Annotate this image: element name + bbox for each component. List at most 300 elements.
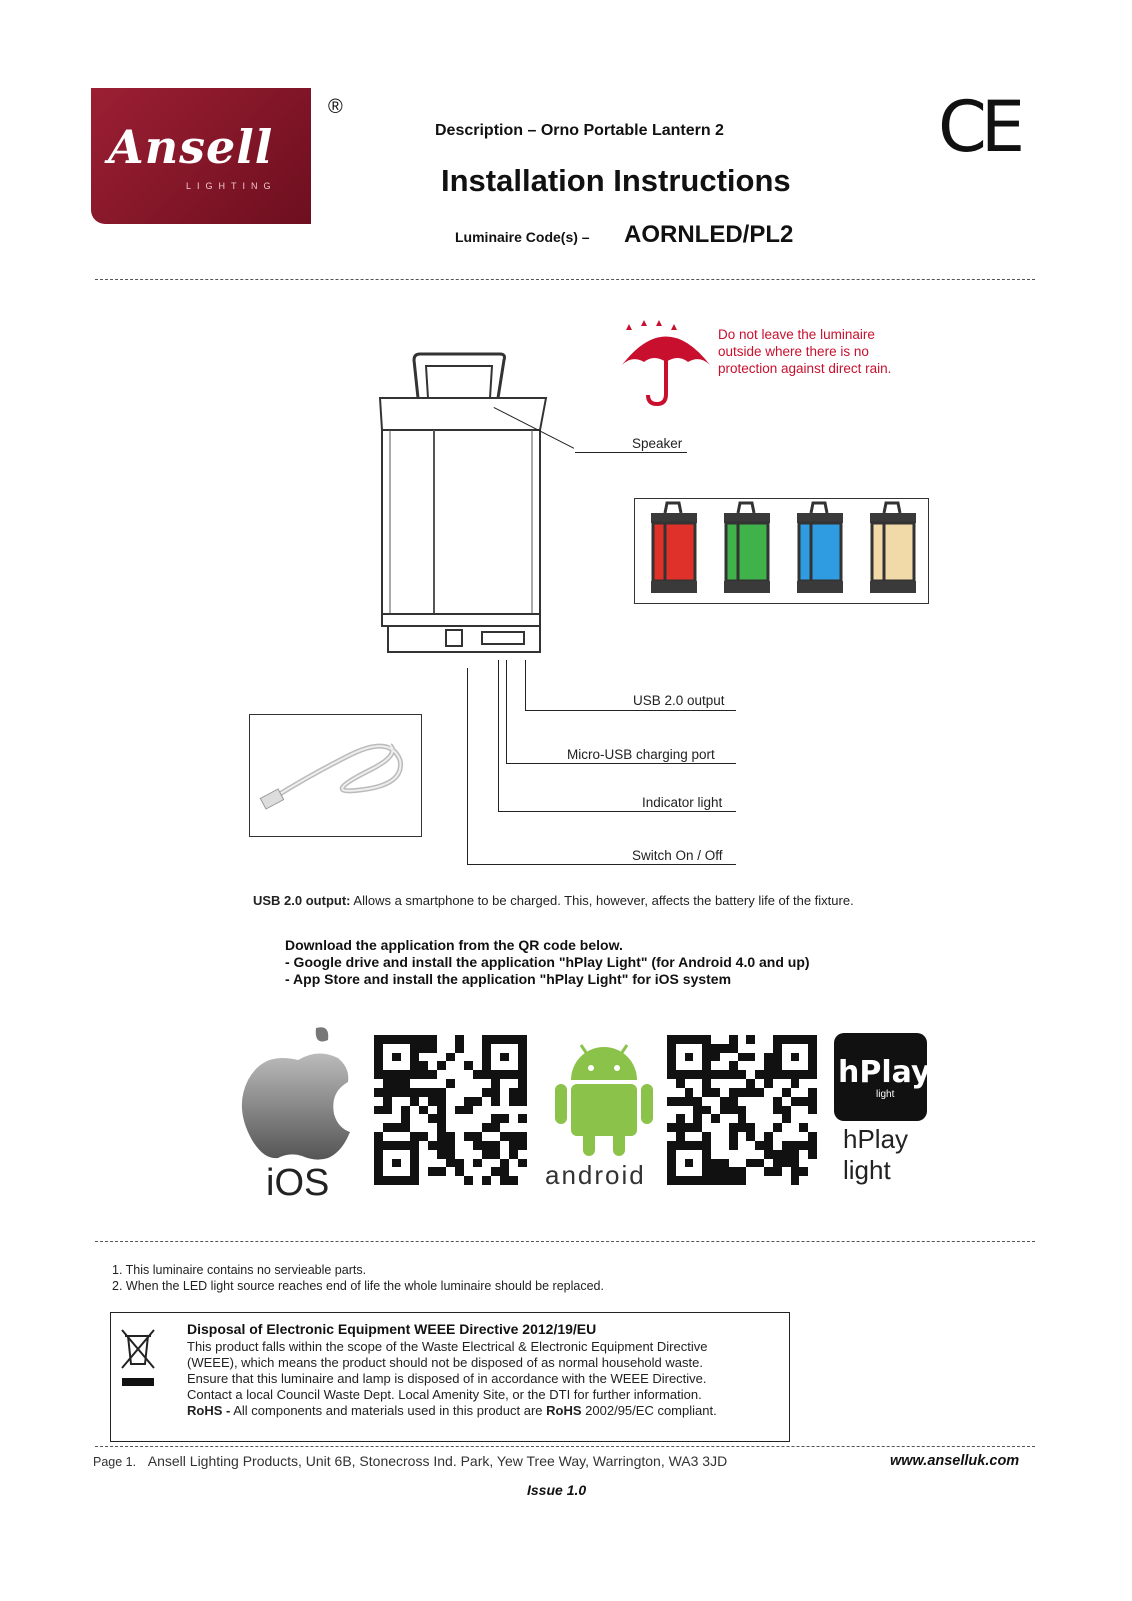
android-label: android xyxy=(545,1160,646,1190)
qr-module xyxy=(676,1150,685,1159)
qr-module xyxy=(383,1053,392,1062)
qr-module xyxy=(518,1088,527,1097)
rohs-text: All components and materials used in this product are xyxy=(233,1403,543,1418)
qr-module xyxy=(518,1132,527,1141)
qr-module xyxy=(693,1035,702,1044)
qr-module xyxy=(392,1159,401,1168)
qr-module xyxy=(500,1079,509,1088)
qr-module xyxy=(437,1150,446,1159)
qr-module xyxy=(410,1088,419,1097)
qr-module xyxy=(808,1150,817,1159)
qr-module xyxy=(464,1167,473,1176)
qr-module xyxy=(676,1159,685,1168)
download-instructions xyxy=(285,937,810,988)
qr-module xyxy=(799,1035,808,1044)
qr-module xyxy=(773,1061,782,1070)
qr-module xyxy=(455,1088,464,1097)
qr-module xyxy=(491,1079,500,1088)
lantern-illustration xyxy=(370,350,580,680)
qr-module xyxy=(773,1176,782,1185)
qr-module xyxy=(446,1141,455,1150)
qr-module xyxy=(746,1079,755,1088)
qr-module xyxy=(509,1167,518,1176)
qr-module xyxy=(509,1079,518,1088)
qr-module xyxy=(764,1114,773,1123)
qr-module xyxy=(791,1053,800,1062)
qr-module xyxy=(410,1044,419,1053)
qr-module xyxy=(491,1176,500,1185)
qr-module xyxy=(518,1106,527,1115)
ios-qr-code[interactable] xyxy=(374,1035,527,1185)
qr-module xyxy=(482,1141,491,1150)
rain-warning-line: outside where there is no xyxy=(718,344,869,359)
qr-module xyxy=(437,1044,446,1053)
qr-module xyxy=(401,1167,410,1176)
qr-module xyxy=(419,1061,428,1070)
qr-module xyxy=(685,1176,694,1185)
qr-module xyxy=(711,1141,720,1150)
qr-module xyxy=(720,1176,729,1185)
qr-module xyxy=(437,1097,446,1106)
lantern-variant xyxy=(651,503,697,593)
qr-module xyxy=(782,1114,791,1123)
rain-warning-line: protection against direct rain. xyxy=(718,361,892,376)
qr-module xyxy=(808,1079,817,1088)
qr-module xyxy=(755,1097,764,1106)
qr-module xyxy=(791,1150,800,1159)
qr-module xyxy=(491,1088,500,1097)
qr-module xyxy=(729,1106,738,1115)
qr-module xyxy=(446,1079,455,1088)
qr-module xyxy=(791,1088,800,1097)
qr-module xyxy=(676,1167,685,1176)
qr-module xyxy=(755,1053,764,1062)
qr-module xyxy=(738,1088,747,1097)
qr-module xyxy=(782,1167,791,1176)
qr-module xyxy=(702,1167,711,1176)
qr-module xyxy=(791,1070,800,1079)
qr-module xyxy=(782,1070,791,1079)
qr-module xyxy=(667,1097,676,1106)
qr-module xyxy=(799,1167,808,1176)
rohs-bold: RoHS - xyxy=(187,1403,231,1418)
qr-module xyxy=(437,1123,446,1132)
qr-module xyxy=(473,1114,482,1123)
qr-module xyxy=(518,1079,527,1088)
qr-module xyxy=(799,1079,808,1088)
qr-module xyxy=(383,1132,392,1141)
qr-module xyxy=(773,1114,782,1123)
qr-module xyxy=(799,1044,808,1053)
qr-module xyxy=(464,1035,473,1044)
qr-module xyxy=(482,1159,491,1168)
qr-module xyxy=(799,1141,808,1150)
qr-module xyxy=(473,1123,482,1132)
qr-module xyxy=(685,1123,694,1132)
qr-module xyxy=(782,1132,791,1141)
qr-module xyxy=(685,1097,694,1106)
qr-module xyxy=(676,1141,685,1150)
qr-module xyxy=(410,1176,419,1185)
qr-module xyxy=(685,1159,694,1168)
qr-module xyxy=(410,1114,419,1123)
android-qr-code[interactable] xyxy=(667,1035,817,1185)
qr-module xyxy=(509,1044,518,1053)
qr-module xyxy=(676,1070,685,1079)
qr-module xyxy=(482,1044,491,1053)
qr-module xyxy=(676,1106,685,1115)
qr-module xyxy=(791,1079,800,1088)
qr-module xyxy=(392,1132,401,1141)
qr-module xyxy=(455,1044,464,1053)
qr-module xyxy=(428,1053,437,1062)
qr-module xyxy=(428,1088,437,1097)
qr-module xyxy=(764,1141,773,1150)
qr-module xyxy=(437,1167,446,1176)
qr-module xyxy=(711,1159,720,1168)
apple-icon xyxy=(238,1020,358,1160)
qr-module xyxy=(473,1061,482,1070)
qr-module xyxy=(401,1176,410,1185)
qr-module xyxy=(446,1176,455,1185)
qr-module xyxy=(667,1061,676,1070)
qr-module xyxy=(419,1035,428,1044)
qr-module xyxy=(464,1053,473,1062)
qr-module xyxy=(410,1106,419,1115)
qr-module xyxy=(702,1176,711,1185)
speaker-label: Speaker xyxy=(632,436,683,451)
qr-module xyxy=(729,1141,738,1150)
qr-module xyxy=(500,1123,509,1132)
qr-module xyxy=(711,1150,720,1159)
qr-module xyxy=(410,1061,419,1070)
qr-module xyxy=(676,1114,685,1123)
qr-module xyxy=(428,1159,437,1168)
qr-module xyxy=(808,1053,817,1062)
qr-module xyxy=(782,1035,791,1044)
qr-module xyxy=(729,1167,738,1176)
qr-module xyxy=(782,1176,791,1185)
qr-module xyxy=(473,1159,482,1168)
qr-module xyxy=(746,1132,755,1141)
qr-module xyxy=(383,1114,392,1123)
qr-module xyxy=(764,1176,773,1185)
qr-module xyxy=(518,1035,527,1044)
qr-module xyxy=(446,1097,455,1106)
qr-module xyxy=(738,1141,747,1150)
qr-module xyxy=(782,1061,791,1070)
qr-module xyxy=(693,1141,702,1150)
qr-module xyxy=(764,1150,773,1159)
qr-module xyxy=(437,1141,446,1150)
qr-module xyxy=(808,1123,817,1132)
codes-value: AORNLED/PL2 xyxy=(624,221,794,248)
qr-module xyxy=(685,1061,694,1070)
qr-module xyxy=(455,1097,464,1106)
qr-module xyxy=(455,1035,464,1044)
qr-module xyxy=(799,1123,808,1132)
qr-module xyxy=(500,1061,509,1070)
qr-module xyxy=(482,1035,491,1044)
qr-module xyxy=(491,1044,500,1053)
qr-module xyxy=(509,1088,518,1097)
qr-module xyxy=(482,1167,491,1176)
qr-module xyxy=(702,1159,711,1168)
qr-module xyxy=(410,1167,419,1176)
qr-module xyxy=(685,1132,694,1141)
qr-module xyxy=(791,1035,800,1044)
qr-module xyxy=(383,1106,392,1115)
qr-module xyxy=(729,1044,738,1053)
qr-module xyxy=(419,1141,428,1150)
qr-module xyxy=(410,1159,419,1168)
qr-module xyxy=(500,1167,509,1176)
qr-module xyxy=(746,1167,755,1176)
qr-module xyxy=(711,1114,720,1123)
qr-module xyxy=(410,1141,419,1150)
footer-address xyxy=(93,1453,727,1469)
qr-module xyxy=(791,1159,800,1168)
qr-module xyxy=(693,1123,702,1132)
qr-module xyxy=(374,1176,383,1185)
qr-module xyxy=(482,1088,491,1097)
qr-module xyxy=(473,1106,482,1115)
qr-module xyxy=(464,1088,473,1097)
qr-module xyxy=(738,1132,747,1141)
qr-module xyxy=(738,1053,747,1062)
qr-module xyxy=(746,1176,755,1185)
qr-module xyxy=(383,1079,392,1088)
qr-module xyxy=(491,1141,500,1150)
hplay-label-line: hPlay xyxy=(843,1124,909,1154)
qr-module xyxy=(746,1159,755,1168)
qr-module xyxy=(764,1035,773,1044)
hplay-icon-text: hPlay xyxy=(838,1055,931,1090)
lantern-variant xyxy=(870,503,916,593)
qr-module xyxy=(676,1123,685,1132)
qr-module xyxy=(685,1114,694,1123)
qr-module xyxy=(791,1097,800,1106)
qr-module xyxy=(729,1070,738,1079)
qr-module xyxy=(455,1114,464,1123)
qr-module xyxy=(808,1167,817,1176)
qr-module xyxy=(383,1070,392,1079)
qr-module xyxy=(667,1044,676,1053)
qr-module xyxy=(428,1141,437,1150)
qr-module xyxy=(738,1114,747,1123)
qr-module xyxy=(509,1061,518,1070)
qr-module xyxy=(446,1114,455,1123)
usb-note xyxy=(253,893,854,908)
qr-module xyxy=(428,1176,437,1185)
logo-subtext: LIGHTING xyxy=(186,181,277,191)
qr-module xyxy=(782,1159,791,1168)
qr-module xyxy=(518,1123,527,1132)
qr-module xyxy=(473,1132,482,1141)
qr-module xyxy=(509,1053,518,1062)
qr-module xyxy=(509,1159,518,1168)
qr-module xyxy=(383,1167,392,1176)
qr-module xyxy=(410,1132,419,1141)
qr-module xyxy=(667,1167,676,1176)
qr-module xyxy=(500,1176,509,1185)
qr-module xyxy=(509,1097,518,1106)
qr-module xyxy=(773,1044,782,1053)
qr-module xyxy=(464,1044,473,1053)
hplay-icon-subtext: light xyxy=(876,1089,895,1100)
qr-module xyxy=(711,1079,720,1088)
qr-module xyxy=(392,1044,401,1053)
usb-cable-icon xyxy=(250,715,421,836)
weee-body xyxy=(187,1339,787,1419)
qr-module xyxy=(482,1176,491,1185)
description xyxy=(435,122,724,140)
logo-text: Ansell xyxy=(108,120,274,174)
qr-module xyxy=(746,1070,755,1079)
qr-module xyxy=(773,1167,782,1176)
qr-module xyxy=(500,1150,509,1159)
qr-module xyxy=(791,1106,800,1115)
qr-module xyxy=(464,1141,473,1150)
website-link[interactable]: www.anselluk.com xyxy=(890,1453,1020,1469)
qr-module xyxy=(693,1114,702,1123)
qr-module xyxy=(720,1132,729,1141)
qr-module xyxy=(428,1070,437,1079)
rain-warning xyxy=(718,326,948,377)
qr-module xyxy=(509,1106,518,1115)
qr-module xyxy=(419,1053,428,1062)
qr-module xyxy=(711,1176,720,1185)
qr-module xyxy=(437,1088,446,1097)
qr-module xyxy=(437,1114,446,1123)
qr-module xyxy=(509,1114,518,1123)
qr-module xyxy=(799,1106,808,1115)
qr-module xyxy=(392,1114,401,1123)
qr-module xyxy=(702,1079,711,1088)
qr-module xyxy=(473,1044,482,1053)
page-number: Page 1. xyxy=(93,1455,137,1469)
qr-module xyxy=(738,1123,747,1132)
qr-module xyxy=(746,1150,755,1159)
qr-module xyxy=(746,1061,755,1070)
qr-module xyxy=(755,1044,764,1053)
qr-module xyxy=(455,1061,464,1070)
qr-module xyxy=(491,1123,500,1132)
qr-module xyxy=(720,1106,729,1115)
qr-module xyxy=(410,1079,419,1088)
weee-title: Disposal of Electronic Equipment WEEE Directive 2012/19/EU xyxy=(187,1321,597,1337)
qr-module xyxy=(383,1123,392,1132)
qr-module xyxy=(702,1114,711,1123)
qr-module xyxy=(693,1044,702,1053)
qr-module xyxy=(401,1106,410,1115)
qr-module xyxy=(693,1167,702,1176)
qr-module xyxy=(791,1061,800,1070)
qr-module xyxy=(464,1123,473,1132)
qr-module xyxy=(755,1035,764,1044)
qr-module xyxy=(500,1044,509,1053)
qr-module xyxy=(446,1123,455,1132)
qr-module xyxy=(764,1088,773,1097)
qr-module xyxy=(410,1035,419,1044)
qr-module xyxy=(729,1114,738,1123)
qr-module xyxy=(437,1159,446,1168)
qr-module xyxy=(518,1150,527,1159)
qr-module xyxy=(509,1132,518,1141)
qr-module xyxy=(702,1150,711,1159)
divider-middle xyxy=(95,1241,1035,1242)
qr-module xyxy=(738,1150,747,1159)
qr-module xyxy=(518,1167,527,1176)
qr-module xyxy=(685,1150,694,1159)
qr-module xyxy=(764,1097,773,1106)
usb-leader-v xyxy=(525,660,526,710)
qr-module xyxy=(755,1079,764,1088)
qr-module xyxy=(401,1044,410,1053)
qr-module xyxy=(518,1044,527,1053)
qr-module xyxy=(667,1123,676,1132)
qr-module xyxy=(473,1167,482,1176)
qr-module xyxy=(473,1097,482,1106)
qr-module xyxy=(428,1061,437,1070)
qr-module xyxy=(702,1061,711,1070)
qr-module xyxy=(419,1123,428,1132)
qr-module xyxy=(773,1150,782,1159)
qr-module xyxy=(401,1097,410,1106)
qr-module xyxy=(383,1159,392,1168)
qr-module xyxy=(667,1114,676,1123)
qr-module xyxy=(738,1167,747,1176)
weee-line: (WEEE), which means the product should not be disposed of as normal household waste. xyxy=(187,1355,703,1370)
speaker-leader-h xyxy=(575,452,687,453)
qr-module xyxy=(808,1061,817,1070)
qr-module xyxy=(746,1123,755,1132)
qr-module xyxy=(392,1070,401,1079)
qr-module xyxy=(711,1061,720,1070)
qr-module xyxy=(473,1141,482,1150)
qr-module xyxy=(509,1123,518,1132)
qr-module xyxy=(518,1176,527,1185)
note-item: 1. This luminaire contains no servieable parts. xyxy=(112,1263,367,1277)
qr-module xyxy=(392,1167,401,1176)
qr-module xyxy=(392,1106,401,1115)
qr-module xyxy=(437,1079,446,1088)
qr-module xyxy=(374,1061,383,1070)
qr-module xyxy=(729,1176,738,1185)
divider-bottom xyxy=(95,1446,1035,1447)
qr-module xyxy=(764,1061,773,1070)
qr-module xyxy=(464,1106,473,1115)
qr-module xyxy=(500,1053,509,1062)
qr-module xyxy=(667,1053,676,1062)
qr-module xyxy=(764,1079,773,1088)
qr-module xyxy=(676,1088,685,1097)
qr-module xyxy=(685,1053,694,1062)
qr-module xyxy=(491,1132,500,1141)
qr-module xyxy=(392,1079,401,1088)
qr-module xyxy=(693,1088,702,1097)
qr-module xyxy=(667,1150,676,1159)
qr-module xyxy=(782,1150,791,1159)
qr-module xyxy=(383,1035,392,1044)
qr-module xyxy=(419,1088,428,1097)
qr-module xyxy=(491,1035,500,1044)
qr-module xyxy=(720,1123,729,1132)
qr-module xyxy=(738,1044,747,1053)
qr-module xyxy=(764,1167,773,1176)
qr-module xyxy=(392,1061,401,1070)
qr-module xyxy=(401,1132,410,1141)
